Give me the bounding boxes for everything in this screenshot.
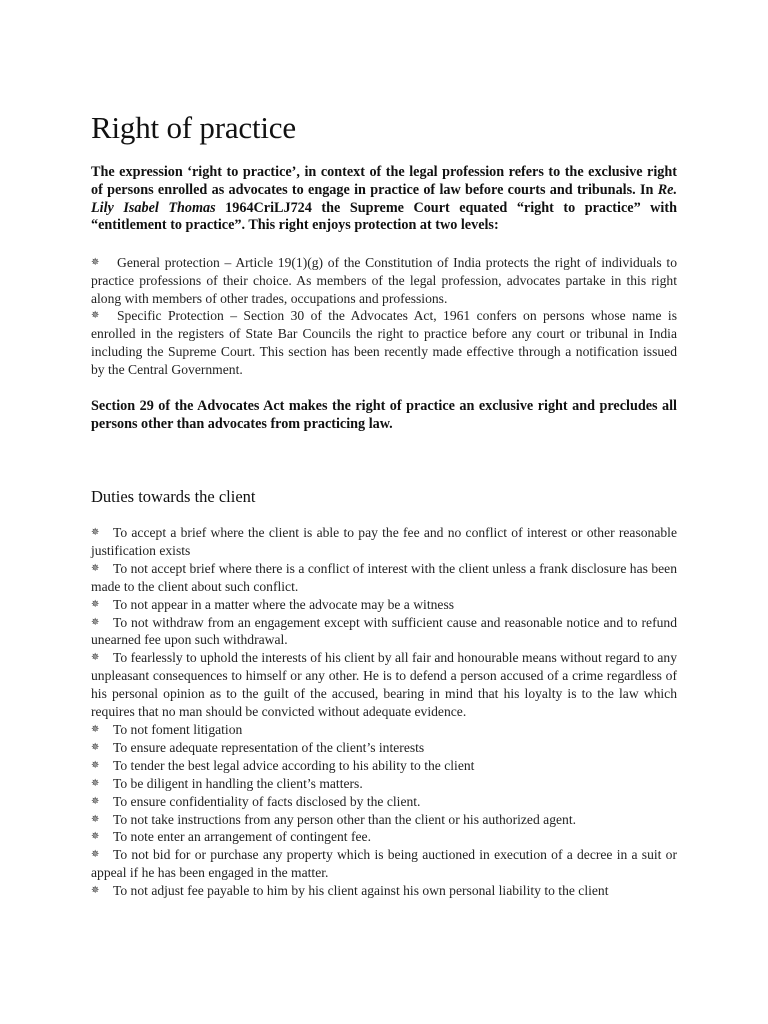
list-item-text: To fearlessly to uphold the interests of his client by all fair and honourable means without regard to any unpleasant consequences to himself or any other. He is to defend a person accused of a crime regardless of his personal opinion as to the guilt of the accused, bearing in mind that his loyalty is to the law which requires that no man should be convicted without adequate evidence. <box>91 650 677 720</box>
list-item-text: Specific Protection – Section 30 of the Advocates Act, 1961 confers on persons whose name is enrolled in the registers of State Bar Councils the right to practice before any court or tribunal in India including the Supreme Court. This section has been recently made effective through a notification issued by the Central Government. <box>91 308 677 377</box>
list-item-text: To not accept brief where there is a conflict of interest with the client unless a frank disclosure has been made to the client about such conflict. <box>91 560 677 594</box>
list-item <box>91 596 677 614</box>
bullet-icon: ✵ <box>91 562 100 574</box>
list-item <box>91 775 677 793</box>
list-item <box>91 846 677 882</box>
bullet-icon: ✵ <box>91 741 100 753</box>
list-item <box>91 254 677 307</box>
list-item-text: To ensure adequate representation of the client’s interests <box>113 739 425 755</box>
list-item-text: To not foment litigation <box>113 721 243 737</box>
list-item-text: To tender the best legal advice according to his ability to the client <box>113 757 475 773</box>
list-item-text: General protection – Article 19(1)(g) of the Constitution of India protects the right of individuals to practice professions of their choice. As members of the legal profession, advocates partake in this right along with members of other trades, occupations and professions. <box>91 255 677 306</box>
bullet-icon: ✵ <box>91 598 100 610</box>
bullet-icon: ✵ <box>91 759 100 771</box>
list-item <box>91 828 677 846</box>
protection-levels-list <box>91 254 677 379</box>
duties-list <box>91 524 677 900</box>
section-29-paragraph: Section 29 of the Advocates Act makes the right of practice an exclusive right and precludes all persons other than advocates from practicing law. <box>91 398 677 432</box>
list-item <box>91 560 677 596</box>
list-item-text: To accept a brief where the client is able to pay the fee and no conflict of interest or other reasonable justification exists <box>91 525 677 558</box>
bullet-icon: ✵ <box>91 885 100 897</box>
list-item <box>91 793 677 811</box>
bullet-icon: ✵ <box>91 527 100 538</box>
list-item <box>91 649 677 721</box>
bullet-icon: ✵ <box>91 849 100 861</box>
bullet-icon: ✵ <box>91 813 100 825</box>
list-item-text: To note enter an arrangement of contingent fee. <box>113 829 371 845</box>
duties-heading: Duties towards the client <box>91 487 256 506</box>
bullet-icon: ✵ <box>91 777 100 789</box>
list-item <box>91 307 677 378</box>
bullet-icon: ✵ <box>91 616 100 628</box>
page-title: Right of practice <box>91 110 296 145</box>
list-item <box>91 721 677 739</box>
list-item <box>91 739 677 757</box>
bullet-icon: ✵ <box>91 310 100 322</box>
list-item <box>91 757 677 775</box>
list-item-text: To not bid for or purchase any property which is being auctioned in execution of a decree in a suit or appeal if he has been engaged in the matter. <box>91 847 677 881</box>
bullet-icon: ✵ <box>91 831 100 843</box>
list-item <box>91 882 677 900</box>
intro-text-part1: The expression ‘right to practice’, in context of the legal profession refers to the exclusive right of persons enrolled as advocates to engage in practice of law before courts and tribunals. In <box>91 164 677 198</box>
list-item-text: To not appear in a matter where the advocate may be a witness <box>113 596 455 612</box>
list-item-text: To ensure confidentiality of facts disclosed by the client. <box>113 793 421 809</box>
bullet-icon: ✵ <box>91 652 100 664</box>
list-item <box>91 614 677 650</box>
bullet-icon: ✵ <box>91 795 100 807</box>
intro-paragraph <box>91 164 677 235</box>
bullet-icon: ✵ <box>91 257 100 268</box>
list-item-text: To be diligent in handling the client’s matters. <box>113 775 363 791</box>
list-item-text: To not withdraw from an engagement except with sufficient cause and reasonable notice and to refund unearned fee upon such withdrawal. <box>91 614 677 648</box>
bullet-icon: ✵ <box>91 723 100 735</box>
list-item-text: To not adjust fee payable to him by his client against his own personal liability to the client <box>113 883 609 899</box>
intro-text-part2: 1964CriLJ724 the Supreme Court equated “right to practice” with “entitlement to practice”. This right enjoys protection at two levels: <box>91 199 677 234</box>
list-item-text: To not take instructions from any person other than the client or his authorized agent. <box>113 811 576 827</box>
case-name: Re. Lily Isabel Thomas <box>91 181 677 216</box>
list-item <box>91 811 677 829</box>
list-item <box>91 524 677 560</box>
